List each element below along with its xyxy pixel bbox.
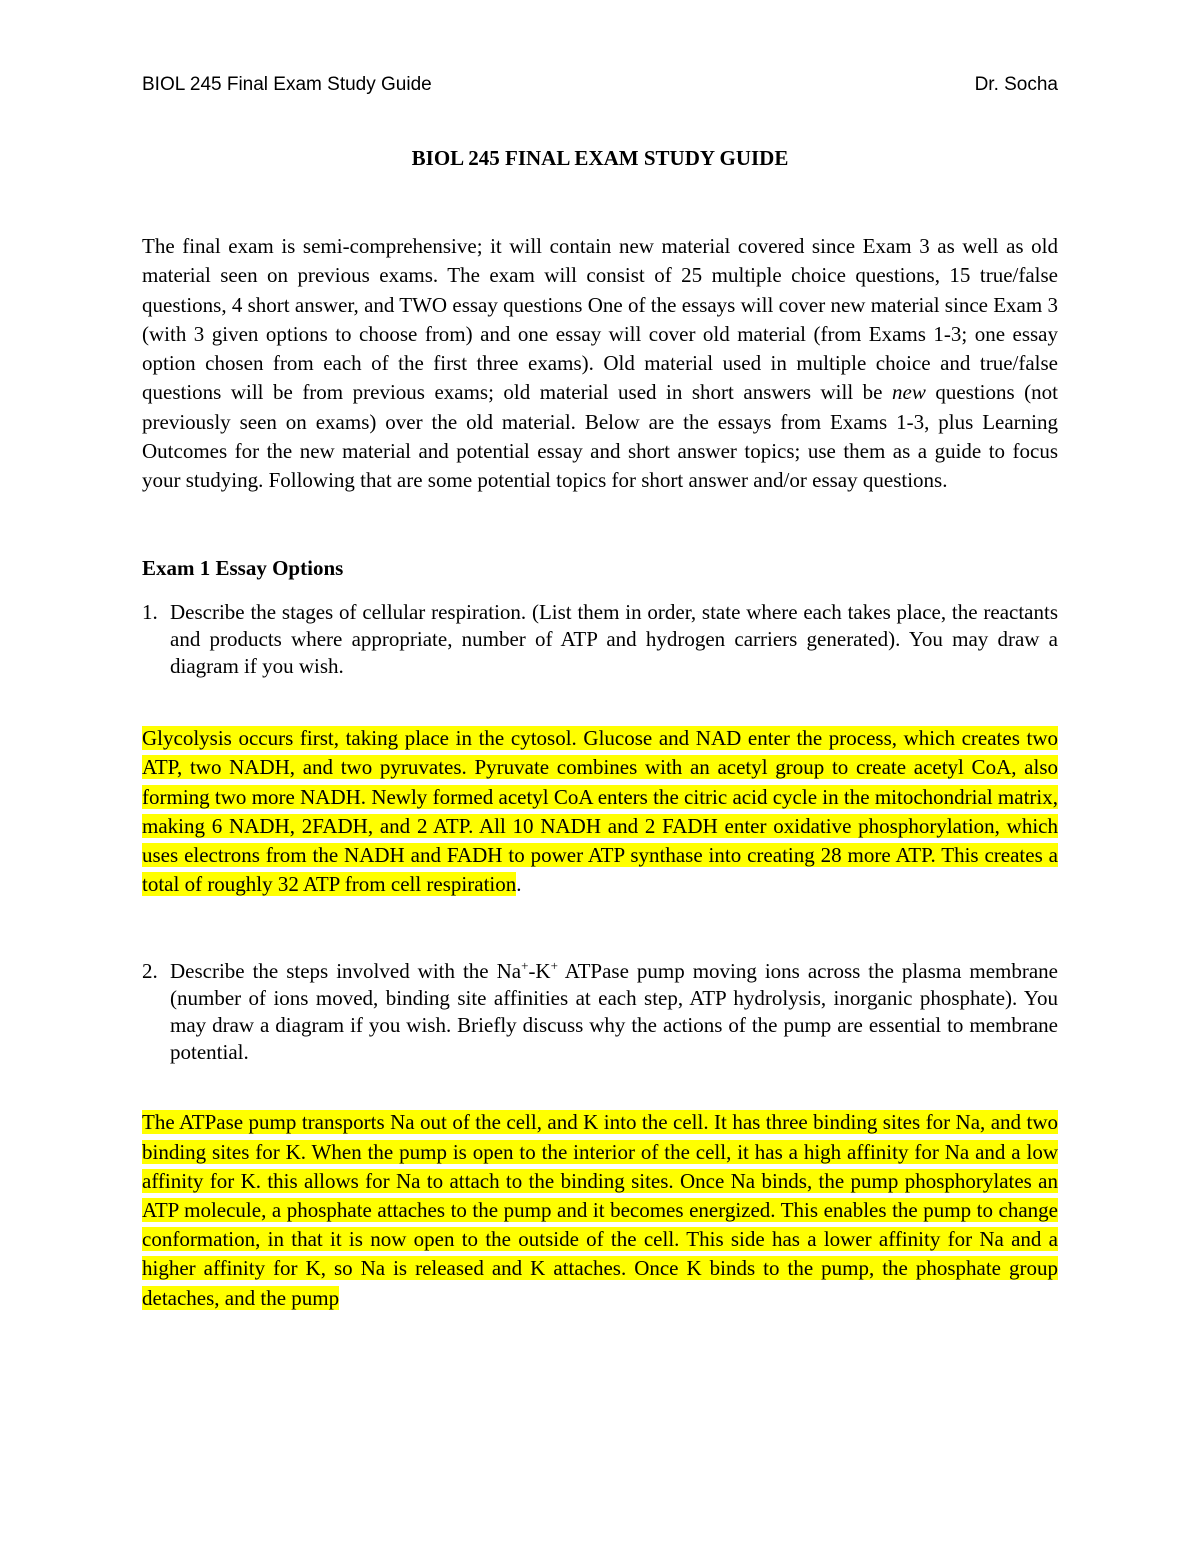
highlighted-answer-text: The ATPase pump transports Na out of the cell, and K into the cell. It has three binding sites for Na, and two binding sites for K. When the pump is open to the interior of the cell, it has a high affinity for Na and a low affinity for K. this allows for Na to attach to the binding sites. Once Na binds, the pump phosphorylates an ATP molecule, a phosphate attaches to the pump and it becomes energized. This enables the pump to change conformation, in that it is now open to the outside of the cell. This side has a lower affinity for Na and a higher affinity for K, so Na is released and K attaches. Once K binds to the pump, the phosphate group detaches, and the pump [142, 1110, 1058, 1310]
superscript-plus: + [550, 957, 558, 973]
question-text: Describe the stages of cellular respiration. (List them in order, state where each takes place, the reactants and products where appropriate, number of ATP and hydrogen carriers generated). You may draw a diagram if you wish. [170, 599, 1058, 679]
answer-1 [142, 724, 1058, 899]
document-title: BIOL 245 FINAL EXAM STUDY GUIDE [411, 146, 789, 170]
header-instructor: Dr. Socha [974, 74, 1058, 95]
question-1 [142, 599, 1058, 681]
intro-text-part2: questions (not previously seen on exams) over the old material. Below are the essays from Exams 1-3, plus Learning Outcomes for the new material and potential essay and short answer topics; use them as a guide to focus your studying. Following that are some potential topics for short answer and/or essay questions. [142, 380, 1058, 493]
question-text-middle: -K [528, 958, 551, 983]
answer-2 [142, 1108, 1058, 1312]
superscript-plus: + [521, 957, 529, 973]
section-heading: Exam 1 Essay Options [142, 555, 344, 580]
question-2 [142, 958, 1058, 1067]
intro-emphasis: new [892, 380, 926, 405]
intro-text-part1: The final exam is semi-comprehensive; it will contain new material covered since Exam 3 as well as old material seen on previous exams. The exam will consist of 25 multiple choice questions, 15 true/false questions, 4 short answer, and TWO essay questions One of the essays will cover new material since Exam 3 (with 3 given options to choose from) and one essay will cover old material (from Exams 1-3; one essay option chosen from each of the first three exams). Old material used in multiple choice and true/false questions will be from previous exams; old material used in short answers will be [142, 234, 1058, 405]
highlighted-answer-text: Glycolysis occurs first, taking place in the cytosol. Glucose and NAD enter the process, which creates two ATP, two NADH, and two pyruvates. Pyruvate combines with an acetyl group to create acetyl CoA, also forming two more NADH. Newly formed acetyl CoA enters the citric acid cycle in the mitochondrial matrix, making 6 NADH, 2FADH, and 2 ATP. All 10 NADH and 2 FADH enter oxidative phosphorylation, which uses electrons from the NADH and FADH to power ATP synthase into creating 28 more ATP. This creates a total of roughly 32 ATP from cell respiration [142, 726, 1058, 897]
intro-paragraph [142, 232, 1058, 496]
answer-trailing-period: . [516, 872, 522, 897]
document-body [142, 144, 1058, 1313]
question-text-start: Describe the steps involved with the Na [170, 958, 522, 983]
question-text-end: ATPase pump moving ions across the plasma membrane (number of ions moved, binding site affinities at each step, ATP hydrolysis, inorganic phosphate). You may draw a diagram if you wish. Briefly discuss why the actions of the pump are essential to membrane potential. [170, 958, 1058, 1065]
question-number: 2. [142, 958, 158, 983]
question-number: 1. [142, 599, 158, 624]
header-course-title: BIOL 245 Final Exam Study Guide [142, 74, 432, 95]
